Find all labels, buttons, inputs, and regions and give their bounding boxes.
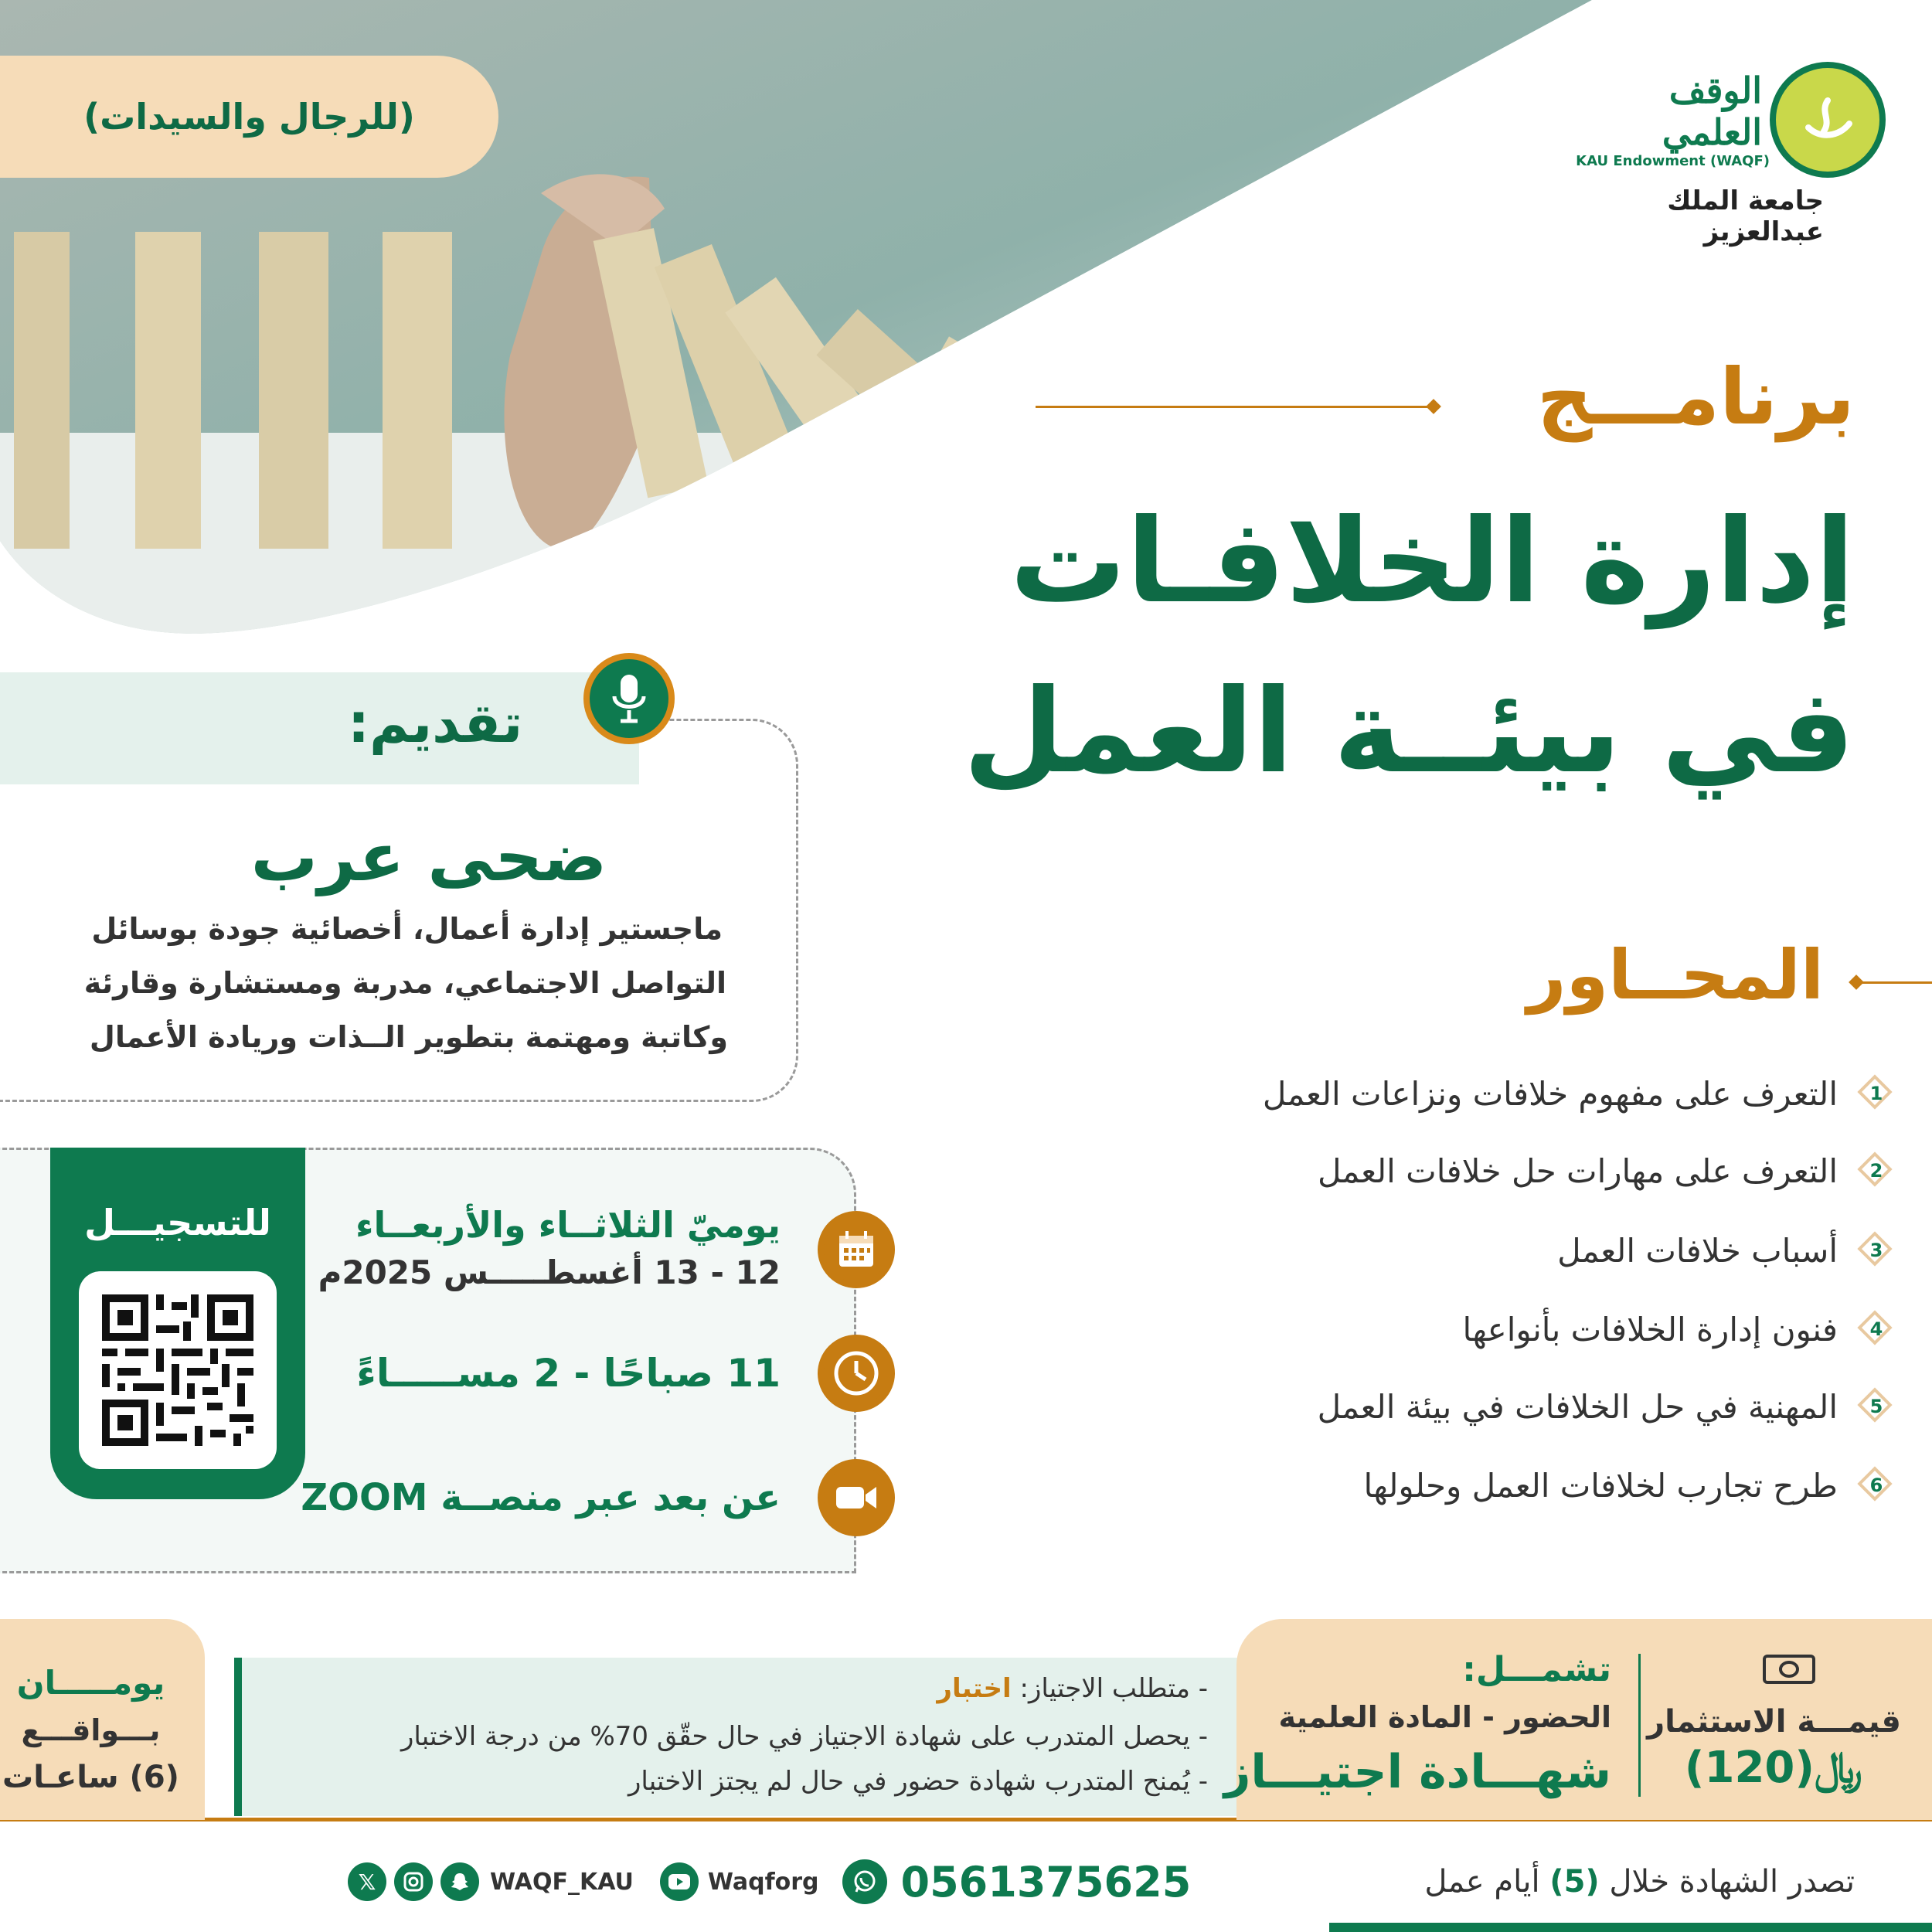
- duration-line2: بـــواقـــع: [21, 1713, 161, 1747]
- presenter-name: ضحى عرب: [250, 819, 607, 896]
- axis-text: التعرف على مهارات حل خلافات العمل: [1317, 1151, 1838, 1190]
- axes-heading-line: [1862, 981, 1932, 984]
- axis-number-badge: 3: [1859, 1233, 1893, 1267]
- presenter-heading: تقديم:: [348, 692, 523, 755]
- x-icon[interactable]: 𝕏: [348, 1862, 386, 1901]
- program-label-line: [1036, 406, 1437, 408]
- money-icon: [1762, 1654, 1816, 1688]
- axis-text: فنون إدارة الخلافات بأنواعها: [1462, 1310, 1838, 1349]
- includes-line1: الحضور - المادة العلمية: [1278, 1700, 1611, 1734]
- axis-number-badge: 1: [1859, 1077, 1893, 1111]
- axis-item: [1263, 1070, 1893, 1117]
- presenter-bio-line3: وكاتبة ومهتمة بتطوير الــذات وريادة الأعمال: [89, 1020, 728, 1054]
- waqf-emblem-icon: [1770, 62, 1886, 178]
- calendar-icon: [818, 1211, 895, 1288]
- duration-card: [0, 1619, 205, 1820]
- duration-line3: (6) ساعـات: [2, 1760, 179, 1795]
- presenter-heading-band: [0, 672, 639, 784]
- waqf-english-name: KAU Endowment (WAQF): [1576, 153, 1770, 169]
- youtube-channel[interactable]: Waqforg: [707, 1868, 819, 1896]
- phone-number[interactable]: 0561375625: [900, 1857, 1192, 1906]
- social-handle[interactable]: WAQF_KAU: [490, 1868, 634, 1896]
- investment-value: (120): [1684, 1743, 1815, 1793]
- audience-badge: [0, 56, 498, 178]
- microphone-icon: [583, 653, 675, 744]
- axis-text: المهنية في حل الخلافات في بيئة العمل: [1317, 1387, 1838, 1426]
- program-title-line1: إدارة الخلافـات: [1009, 495, 1855, 629]
- university-name: جامعة الملك عبدالعزيز: [1667, 185, 1824, 247]
- presenter-bio-line1: ماجستير إدارة أعمال، أخصائية جودة بوسائل: [91, 912, 723, 946]
- whatsapp-icon[interactable]: [842, 1859, 887, 1904]
- schedule-days: يوميّ الثلاثــاء والأربعــاء: [355, 1204, 781, 1246]
- schedule-platform: عن بعد عبر منصــة ZOOM: [301, 1476, 781, 1519]
- presenter-bio-line2: التواصل الاجتماعي، مدربة ومستشارة وقارئة: [83, 966, 726, 1000]
- axes-heading: المحــاور: [1526, 935, 1824, 1015]
- investment-heading: قيمـــة الاستثمار: [1647, 1704, 1901, 1740]
- requirements-line1-value: اختبار: [937, 1673, 1012, 1704]
- axis-number-badge: 6: [1859, 1468, 1893, 1502]
- axis-item: [1363, 1462, 1893, 1509]
- youtube-icon[interactable]: [660, 1862, 699, 1901]
- clock-icon: [818, 1335, 895, 1412]
- axis-item: [1463, 1306, 1893, 1352]
- axis-item: [1318, 1383, 1893, 1430]
- qr-code[interactable]: [79, 1271, 277, 1469]
- includes-heading: تشمـــل:: [1462, 1650, 1611, 1689]
- requirements-line2: - يحصل المتدرب على شهادة الاجتياز في حال حقّق 70% من درجة الاختبار: [401, 1721, 1208, 1752]
- axis-text: طرح تجارب لخلافات العمل وحلولها: [1363, 1466, 1838, 1505]
- duration-line1: يومـــــان: [16, 1664, 165, 1702]
- contact-row: [348, 1851, 1191, 1913]
- register-card[interactable]: [50, 1148, 305, 1499]
- requirements-panel: [234, 1658, 1239, 1816]
- program-label: برنامـــج: [1536, 352, 1855, 442]
- certificate-note-suffix: أيام عمل: [1424, 1864, 1550, 1900]
- axis-item: [1318, 1148, 1893, 1194]
- axis-item: [1557, 1227, 1893, 1274]
- requirements-line3: - يُمنح المتدرب شهادة حضور في حال لم يجتز الاختبار: [628, 1766, 1208, 1797]
- waqf-arabic-name: الوقف العلمي: [1662, 70, 1762, 153]
- axis-number-badge: 5: [1859, 1389, 1893, 1423]
- footer-accent-bar: [1329, 1923, 1932, 1932]
- instagram-icon[interactable]: [394, 1862, 433, 1901]
- riyal-icon: ﷼: [1815, 1743, 1862, 1793]
- axis-text: أسباب خلافات العمل: [1557, 1231, 1838, 1270]
- schedule-dates: 12 - 13 أغسطـــــس 2025م: [318, 1253, 781, 1291]
- certificate-note-prefix: تصدر الشهادة خلال: [1599, 1864, 1855, 1900]
- axis-number-badge: 4: [1859, 1312, 1893, 1346]
- logo: [1561, 54, 1886, 247]
- certificate-note: [1424, 1864, 1855, 1900]
- axis-number-badge: 2: [1859, 1154, 1893, 1188]
- investment-amount: [1685, 1743, 1870, 1794]
- qr-code-icon: [79, 1271, 277, 1469]
- requirements-line1-prefix: - متطلب الاجتياز:: [1011, 1673, 1208, 1704]
- snapchat-icon[interactable]: [440, 1862, 479, 1901]
- register-label: للتسجيـــل: [84, 1202, 271, 1243]
- requirements-line1: [937, 1673, 1208, 1704]
- audience-text: (للرجال والسيدات): [83, 96, 415, 138]
- axis-text: التعرف على مفهوم خلافات ونزاعات العمل: [1262, 1074, 1838, 1113]
- program-title-line2: في بيئــة العمل: [963, 665, 1855, 799]
- includes-line2: شهـــادة اجتيـــاز: [1223, 1745, 1611, 1799]
- certificate-note-days: (5): [1549, 1864, 1600, 1900]
- video-camera-icon: [818, 1459, 895, 1536]
- schedule-time: 11 صباحًا - 2 مســـــاءً: [356, 1351, 781, 1396]
- includes-divider: [1638, 1654, 1641, 1797]
